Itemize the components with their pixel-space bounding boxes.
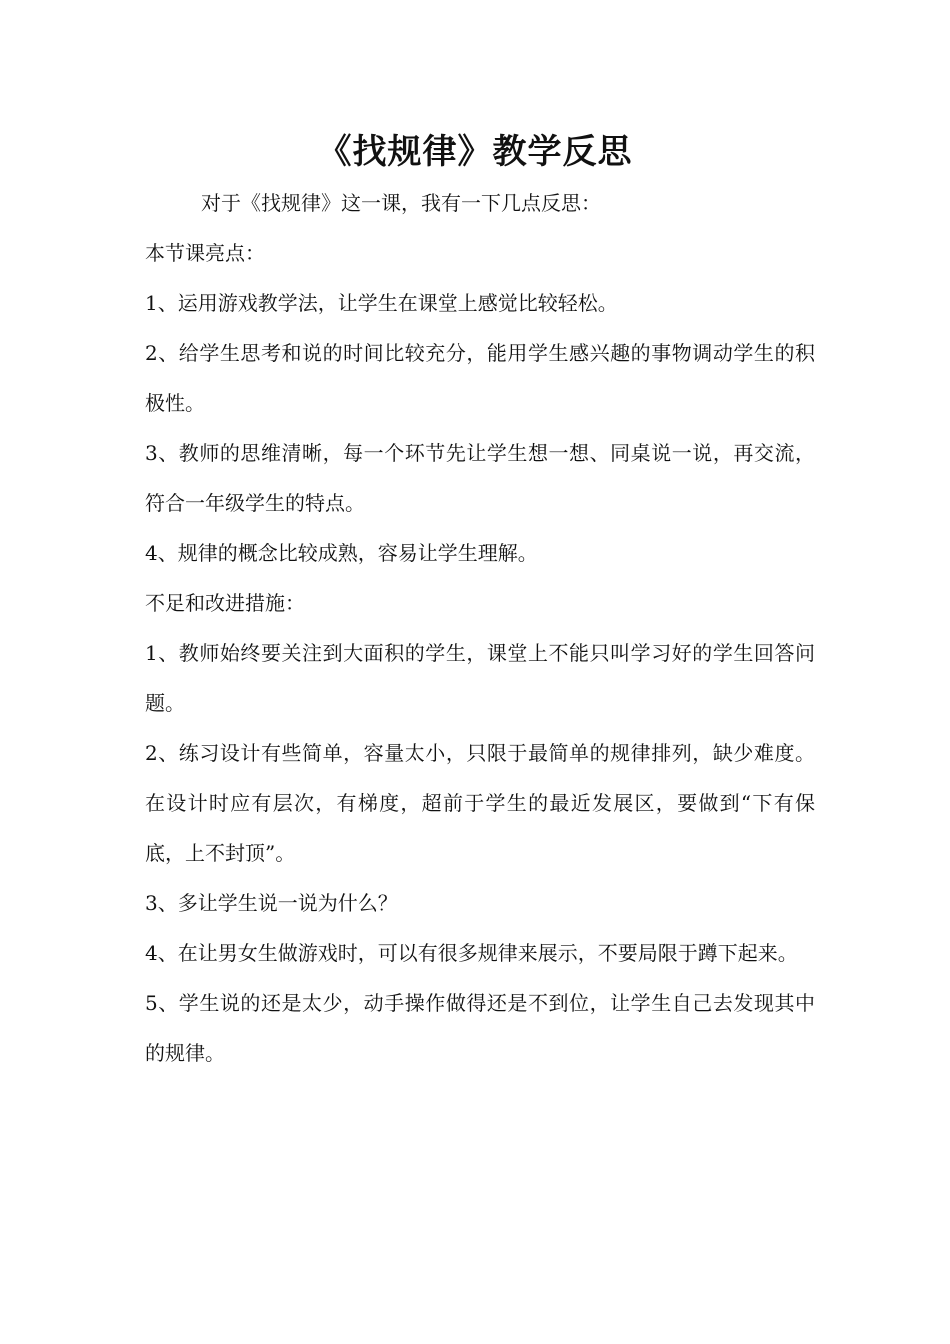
document-body — [145, 178, 815, 1078]
improvement-item-5: 5、学生说的还是太少，动手操作做得还是不到位，让学生自己去发现其中的规律。 — [145, 991, 815, 1065]
highlight-item-1: 1、运用游戏教学法，让学生在课堂上感觉比较轻松。 — [145, 291, 618, 315]
section-heading-highlights: 本节课亮点： — [145, 241, 265, 265]
document-title: 《找规律》教学反思 — [317, 132, 633, 172]
highlight-item-4: 4、规律的概念比较成熟，容易让学生理解。 — [145, 541, 538, 565]
improvement-item-2: 2、练习设计有些简单，容量太小，只限于最简单的规律排列，缺少难度。在设计时应有层次，有梯度，超前于学生的最近发展区，要做到“下有保底，上不封顶”。 — [145, 741, 815, 865]
improvement-item-4: 4、在让男女生做游戏时，可以有很多规律来展示，不要局限于蹲下起来。 — [145, 941, 798, 965]
improvement-item-1: 1、教师始终要关注到大面积的学生，课堂上不能只叫学习好的学生回答问题。 — [145, 641, 815, 715]
highlight-item-3: 3、教师的思维清晰，每一个环节先让学生想一想、同桌说一说，再交流，符合一年级学生的特点。 — [145, 441, 815, 515]
highlight-item-2: 2、给学生思考和说的时间比较充分，能用学生感兴趣的事物调动学生的积极性。 — [145, 341, 815, 415]
improvement-item-3: 3、多让学生说一说为什么？ — [145, 891, 398, 915]
intro-paragraph: 对于《找规律》这一课，我有一下几点反思： — [201, 191, 601, 215]
section-heading-improvements: 不足和改进措施： — [145, 591, 305, 615]
